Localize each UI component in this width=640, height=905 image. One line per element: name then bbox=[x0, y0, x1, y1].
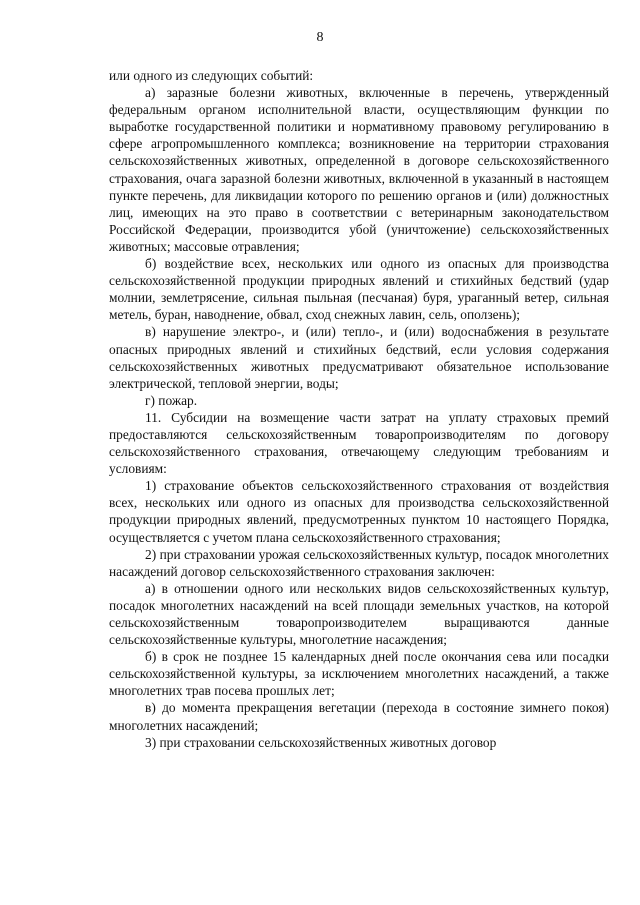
paragraph-10g: г) пожар. bbox=[145, 392, 198, 408]
paragraph-11: 11. Субсидии на возмещение части затрат на уплату страховых премий предоставляются сельскохозяйственным товаропроизводителям по договору сельскохозяйственного страхования, отвечающему следующим требованиям и условиям: bbox=[109, 409, 609, 477]
paragraph-10a: а) заразные болезни животных, включенные в перечень, утвержденный федеральным органом исполнительной власти, осуществляющим функции по выработке государственной политики и нормативному правовому регулированию в сфере агропромышленного комплекса; возникновение на территории страхования сельскохозяйственных животных, определенной в договоре сельскохозяйственного страхования, очага заразной болезни животных, включенной в указанный в настоящем пункте перечень, для ликвидации которого по решению органов и (или) должностных лиц, имеющих на это право в соответствии с ветеринарным законодательством Российской Федерации, производится убой (уничтожение) сельскохозяйственных животных; массовые отравления; bbox=[109, 85, 609, 254]
paragraph-11-3: 3) при страховании сельскохозяйственных животных договор bbox=[145, 734, 497, 750]
paragraph-11-2b: б) в срок не позднее 15 календарных дней после окончания сева или посадки сельскохозяйственной культуры, за исключением многолетних насаждений, а также многолетних трав посева прошлых лет; bbox=[109, 649, 609, 699]
page-number: 8 bbox=[316, 30, 324, 45]
paragraph-10b: б) воздействие всех, нескольких или одного из опасных для производства сельскохозяйственной продукции природных явлений и стихийных бедствий (удар молнии, землетрясение, сильная пыльная (песчаная) буря, ураганный ветер, сильная метель, буран, наводнение, обвал, сход снежных лавин, сель, оползень); bbox=[109, 256, 609, 323]
paragraph-10v: в) нарушение электро-, и (или) тепло-, и (или) водоснабжения в результате опасных природных явлений и стихийных бедствий, если условия содержания сельскохозяйственных животных предусматривают обязательное использование электрической, тепловой энергии, воды; bbox=[109, 324, 609, 391]
document-body bbox=[109, 67, 609, 751]
paragraph-11-2a: а) в отношении одного или нескольких видов сельскохозяйственных культур, посадок многолетних насаждений на всей площади земельных участков, на которой сельскохозяйственным товаропроизводителем выращиваются данные сельскохозяйственные культуры, многолетние насаждения; bbox=[109, 580, 609, 648]
paragraph-11-1: 1) страхование объектов сельскохозяйственного страхования от воздействия всех, нескольких или одного из опасных для производства сельскохозяйственной продукции природных явлений, предусмотренных пунктом 10 настоящего Порядка, осуществляется с учетом плана сельскохозяйственного страхования; bbox=[109, 478, 609, 545]
paragraph-11-2v: в) до момента прекращения вегетации (перехода в состояние зимнего покоя) многолетних насаждений; bbox=[109, 700, 609, 733]
paragraph-intro: или одного из следующих событий: bbox=[109, 68, 314, 83]
paragraph-11-2: 2) при страховании урожая сельскохозяйственных культур, посадок многолетних насаждений договор сельскохозяйственного страхования заключен: bbox=[109, 546, 609, 579]
